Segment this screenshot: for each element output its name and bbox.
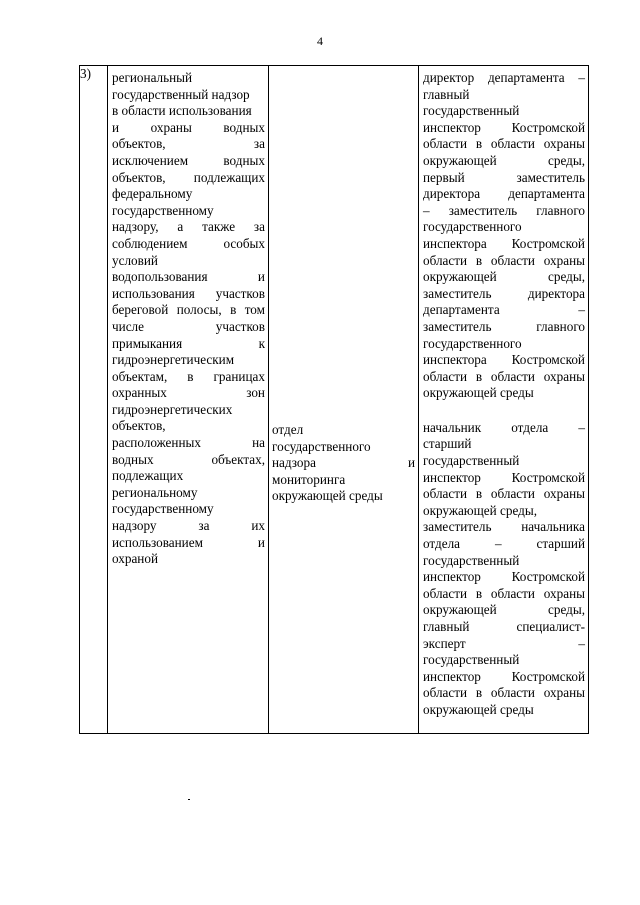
text-line: заместитель директора <box>423 285 585 301</box>
text-line: объектов, подлежащих <box>112 169 265 185</box>
row-number: 3) <box>80 66 108 734</box>
officials-block-1 <box>419 66 588 408</box>
text-line: – заместитель главного <box>423 202 585 218</box>
text-line: объектам, в границах <box>112 368 265 384</box>
text-line: условий <box>112 252 158 268</box>
text-line: охранных зон <box>112 385 265 401</box>
text-line: государственному <box>112 501 214 517</box>
text-line: окружающей среды, <box>423 602 585 618</box>
text-line: соблюдением особых <box>112 235 265 251</box>
text-line: охраной <box>112 551 159 567</box>
text-line: инспектора Костромской <box>423 352 585 368</box>
text-line: береговой полосы, в том <box>112 302 265 318</box>
supervision-type-cell <box>108 66 269 734</box>
department-text <box>269 66 418 505</box>
text-line: и охраны водных <box>112 119 265 135</box>
text-line: использованием и <box>112 534 265 550</box>
text-line: государственный <box>423 652 520 668</box>
text-line: использования участков <box>112 285 265 301</box>
text-line: отдела – старший <box>423 536 585 552</box>
text-line: инспектор Костромской <box>423 569 585 585</box>
text-line: окружающей среды <box>423 701 534 717</box>
text-line: надзора и <box>272 455 415 471</box>
text-line: в области использования <box>112 103 252 119</box>
text-line: числе участков <box>112 318 265 334</box>
text-line: инспектор Костромской <box>423 469 585 485</box>
text-line: гидроэнергетических <box>112 401 233 417</box>
text-line: инспектор Костромской <box>423 668 585 684</box>
text-line: региональному <box>112 484 198 500</box>
text-line: мониторинга <box>272 471 346 487</box>
text-line: надзору за их <box>112 518 265 534</box>
text-line: государственного <box>423 335 522 351</box>
department-cell <box>269 66 419 734</box>
supervision-type-text <box>108 66 268 574</box>
text-line: государственный <box>423 453 520 469</box>
table-row <box>80 66 589 734</box>
text-line: водопользования и <box>112 269 265 285</box>
text-line: области в области охраны <box>423 585 585 601</box>
text-line: государственного <box>423 219 522 235</box>
text-line: государственный <box>423 552 520 568</box>
text-line: расположенных на <box>112 435 265 451</box>
text-line: государственный надзор <box>112 86 250 102</box>
text-line: подлежащих <box>112 468 184 484</box>
text-line: окружающей среды <box>272 488 383 504</box>
text-line: инспектора Костромской <box>423 235 585 251</box>
text-line: объектов, за <box>112 136 265 152</box>
text-line: инспектор Костромской <box>423 119 585 135</box>
officials-cell <box>419 66 589 734</box>
authority-table <box>79 65 589 734</box>
text-line: исключением водных <box>112 152 265 168</box>
text-line: эксперт – <box>423 635 585 651</box>
page-number: 4 <box>317 34 323 48</box>
officials-block-2 <box>419 420 588 725</box>
text-line: окружающей среды, <box>423 152 585 168</box>
text-line: области в области охраны <box>423 685 585 701</box>
text-line: департамента – <box>423 302 585 318</box>
text-line: первый заместитель <box>423 169 585 185</box>
text-line: водных объектах, <box>112 451 265 467</box>
text-line: области в области охраны <box>423 136 585 152</box>
text-line: окружающей среды, <box>423 502 538 518</box>
text-line: государственному <box>112 202 214 218</box>
text-line: объектов, <box>112 418 166 434</box>
text-line: главный специалист- <box>423 619 585 634</box>
text-line: заместитель начальника <box>423 519 585 535</box>
text-line: директор департамента – <box>423 70 585 85</box>
text-line: начальник отдела – <box>423 419 585 435</box>
text-line: области в области охраны <box>423 486 585 502</box>
text-line: государственный <box>423 103 520 119</box>
text-line: примыкания к <box>112 335 265 351</box>
text-line: окружающей среды, <box>423 269 585 285</box>
text-line: окружающей среды <box>423 385 534 401</box>
text-line: государственного <box>272 438 371 454</box>
text-line: директора департамента <box>423 186 585 202</box>
text-line: отдел <box>272 422 304 437</box>
text-line: гидроэнергетическим <box>112 352 235 368</box>
text-line: старший <box>423 436 472 452</box>
text-line: главный <box>423 86 470 102</box>
text-line: региональный <box>112 70 193 85</box>
text-line: области в области охраны <box>423 368 585 384</box>
text-line: области в области охраны <box>423 252 585 268</box>
stray-mark <box>188 799 190 800</box>
text-line: заместитель главного <box>423 318 585 334</box>
text-line: федеральному <box>112 186 193 202</box>
text-line: надзору, а также за <box>112 219 265 235</box>
